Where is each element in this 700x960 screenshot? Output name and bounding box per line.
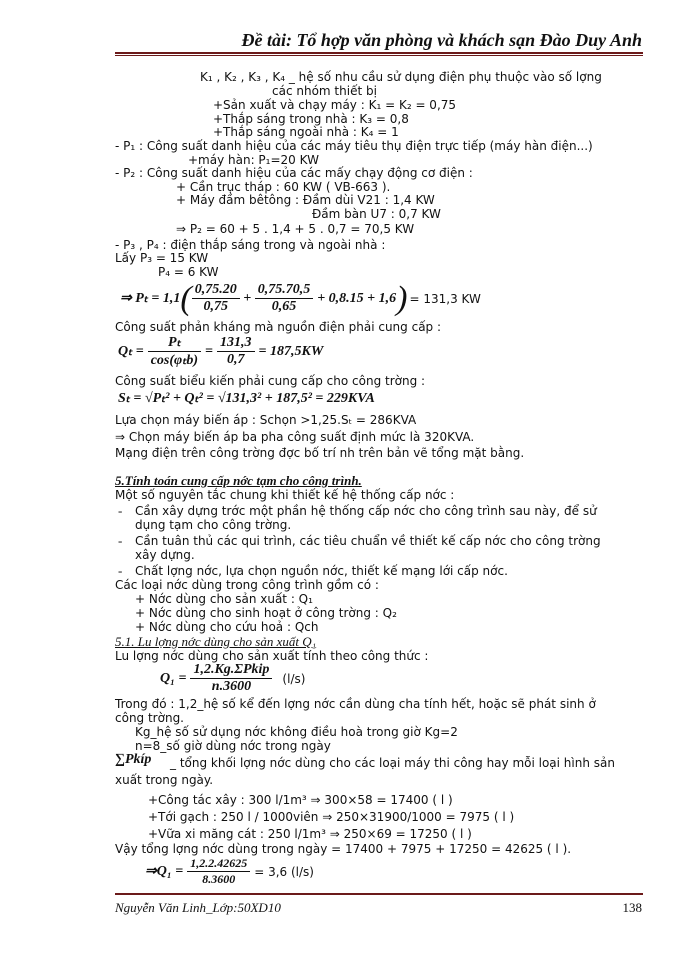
text-line: Công suất phản kháng mà nguồn điện phải cung cấp : — [115, 320, 442, 334]
formula-q1b-lhs: ⇒Q₁ = — [145, 864, 184, 879]
formula-qt — [118, 334, 323, 369]
bullet-text: dụng tạm cho công trờng. — [135, 518, 292, 532]
text-line: Một số nguyên tắc chung khi thiết kế hệ thống cấp nớc : — [115, 488, 455, 502]
section-heading: 5.Tính toán cung cấp nớc tạm cho công trình. — [115, 473, 362, 488]
page-number: 138 — [622, 900, 642, 915]
text-line: + Máy đầm bêtông : Đầm dùi V21 : 1,4 KW — [176, 193, 435, 207]
bullet-text: Chất lợng nớc, lựa chọn nguồn nớc, thiết kế mạng lới cấp nớc. — [135, 564, 508, 578]
text-line: +Thắp sáng trong nhà : K₃ = 0,8 — [213, 112, 409, 126]
text-line: + Nớc dùng cho sinh hoạt ở công trờng : Q₂ — [135, 606, 397, 620]
paren-close: ) — [396, 279, 408, 317]
subsection-heading: 5.1. Lu lợng nớc dùng cho sản xuất Q₁ — [115, 634, 317, 649]
text-line: +Công tác xây : 300 l/1m³ ⇒ 300×58 = 17400 ( l ) — [148, 793, 453, 807]
text-line: Vậy tổng lợng nớc dùng trong ngày = 17400 + 7975 + 17250 = 42625 ( l ). — [115, 842, 572, 856]
header-title: Đề tài: Tổ hợp văn phòng và khách sạn Đào Duy Anh — [241, 30, 642, 50]
text-line: - P₁ : Công suất danh hiệu của các máy tiêu thụ điện trực tiếp (máy hàn điện...) — [115, 139, 593, 153]
text-line: Mạng điện trên công trờng đợc bố trí nh trên bản vẽ tổng mặt bằng. — [115, 446, 525, 460]
bullet-dash: - — [118, 533, 123, 548]
footer-rule — [115, 893, 643, 895]
frac-num: 131,3 — [217, 335, 255, 352]
bullet-text: Cần tuân thủ các qui trình, các tiêu chuẩn về thiết kế cấp nớc cho công trờng — [135, 534, 601, 548]
formula-pt-result: = 131,3 KW — [409, 291, 481, 306]
text-line: Kg_hệ số sử dụng nớc không điều hoà trong giờ Kg=2 — [135, 725, 458, 739]
text-line: - P₃ , P₄ : điện thắp sáng trong và ngoài nhà : — [115, 238, 386, 252]
text-line: các nhóm thiết bị — [272, 84, 377, 98]
bullet-text: xây dựng. — [135, 548, 195, 562]
frac-den: 8.3600 — [202, 872, 236, 886]
text-line: xuất trong ngày. — [115, 773, 214, 787]
text-line: n=8_số giờ dùng nớc trong ngày — [135, 739, 331, 753]
formula-q1b-result: = 3,6 (l/s) — [254, 864, 314, 879]
text-line: Lu lợng nớc dùng cho sản xuất tính theo công thức : — [115, 649, 429, 663]
frac-num: 1,2.Kg.ΣPkip — [190, 662, 272, 679]
text-line: +máy hàn: P₁=20 KW — [188, 153, 319, 167]
header-rule — [115, 52, 643, 54]
text-line: ⇒ P₂ = 60 + 5 . 1,4 + 5 . 0,7 = 70,5 KW — [176, 222, 415, 236]
footer-author: Nguyễn Văn Linh_Lớp:50XD10 — [115, 900, 281, 915]
text-line: Lấy P₃ = 15 KW — [115, 251, 209, 265]
text-line: +Thắp sáng ngoài nhà : K₄ = 1 — [213, 125, 399, 139]
text-line: + Nớc dùng cho cứu hoả : Qch — [135, 620, 319, 634]
text-line: công trờng. — [115, 711, 184, 725]
formula-q1-lhs: Q₁ = — [160, 670, 187, 686]
text-line: + Cần trục tháp : 60 KW ( VB-663 ). — [176, 180, 391, 194]
text-line: Trong đó : 1,2_hệ số kể đến lợng nớc cần dùng cha tính hết, hoặc sẽ phát sinh ở — [115, 697, 596, 711]
bullet-dash: - — [118, 563, 123, 578]
frac-den: 0,7 — [227, 352, 245, 367]
frac-num: Pₜ — [148, 334, 201, 352]
text-line: Lựa chọn máy biến áp : Schọn >1,25.Sₜ = 286KVA — [115, 413, 417, 427]
formula-q1 — [160, 662, 305, 695]
frac-den: n.3600 — [211, 679, 252, 694]
formula-st: Sₜ = √Pₜ² + Qₜ² = √131,3² + 187,5² = 229KVA — [118, 391, 375, 406]
bullet-text: Cần xây dựng trớc một phần hệ thống cấp nớc cho công trình sau này, để sử — [135, 504, 597, 518]
frac-num: 1,2.2.42625 — [187, 856, 250, 872]
text-line: Đầm bàn U7 : 0,7 KW — [312, 207, 441, 221]
formula-pt: ⇒ Pₜ = 1,1 ( $\frac{0,75.20}{0,75}$ + $\frac{0,75.70,5}{0,65}$ + 0,8.15 + 1,6 ) = 131,3 KW — [120, 279, 481, 317]
frac-num: 0,75.70,5 — [255, 282, 314, 299]
sum-symbol: ∑Pkíp — [115, 752, 152, 767]
formula-q1-unit: (l/s) — [282, 671, 306, 686]
bullet-dash: - — [118, 503, 123, 518]
text-line: P₄ = 6 KW — [158, 265, 219, 279]
text-line: Các loại nớc dùng trong công trình gồm có : — [115, 578, 379, 592]
formula-pt-lhs: ⇒ Pₜ = 1,1 — [120, 291, 181, 306]
text-line: +Vữa xi măng cát : 250 l/1m³ ⇒ 250×69 = 17250 ( l ) — [148, 827, 472, 841]
text-line: +Sản xuất và chạy máy : K₁ = K₂ = 0,75 — [213, 98, 457, 112]
frac-den: 0,65 — [271, 299, 297, 314]
text-line: _ tổng khối lợng nớc dùng cho các loại máy thi công hay mỗi loại hình sản — [170, 756, 615, 770]
text-line: +Tới gạch : 250 l / 1000viên ⇒ 250×31900/1000 = 7975 ( l ) — [148, 810, 515, 824]
text-line: Công suất biểu kiến phải cung cấp cho công trờng : — [115, 374, 426, 388]
text-line: + Nớc dùng cho sản xuất : Q₁ — [135, 592, 313, 606]
formula-qt-lhs: Qₜ = — [118, 344, 144, 359]
text-line: - P₂ : Công suất danh hiệu của các mấy chạy động cơ điện : — [115, 166, 473, 180]
formula-q1-result — [145, 856, 314, 887]
formula-qt-result: = 187,5KW — [258, 343, 324, 359]
frac-num: 0,75.20 — [192, 282, 240, 299]
formula-qt-eq: = — [205, 343, 214, 359]
paren-open: ( — [180, 279, 192, 317]
header-rule-thin — [115, 55, 643, 56]
formula-pt-tail: + 0,8.15 + 1,6 — [317, 290, 397, 306]
text-line: K₁ , K₂ , K₃ , K₄ _ hệ số nhu cầu sử dụng điện phụ thuộc vào số lợng — [200, 70, 602, 84]
text-line: ⇒ Chọn máy biến áp ba pha công suất định mức là 320KVA. — [115, 430, 475, 444]
frac-den: 0,75 — [203, 299, 228, 314]
frac-den: cos(φₜb) — [150, 353, 199, 368]
